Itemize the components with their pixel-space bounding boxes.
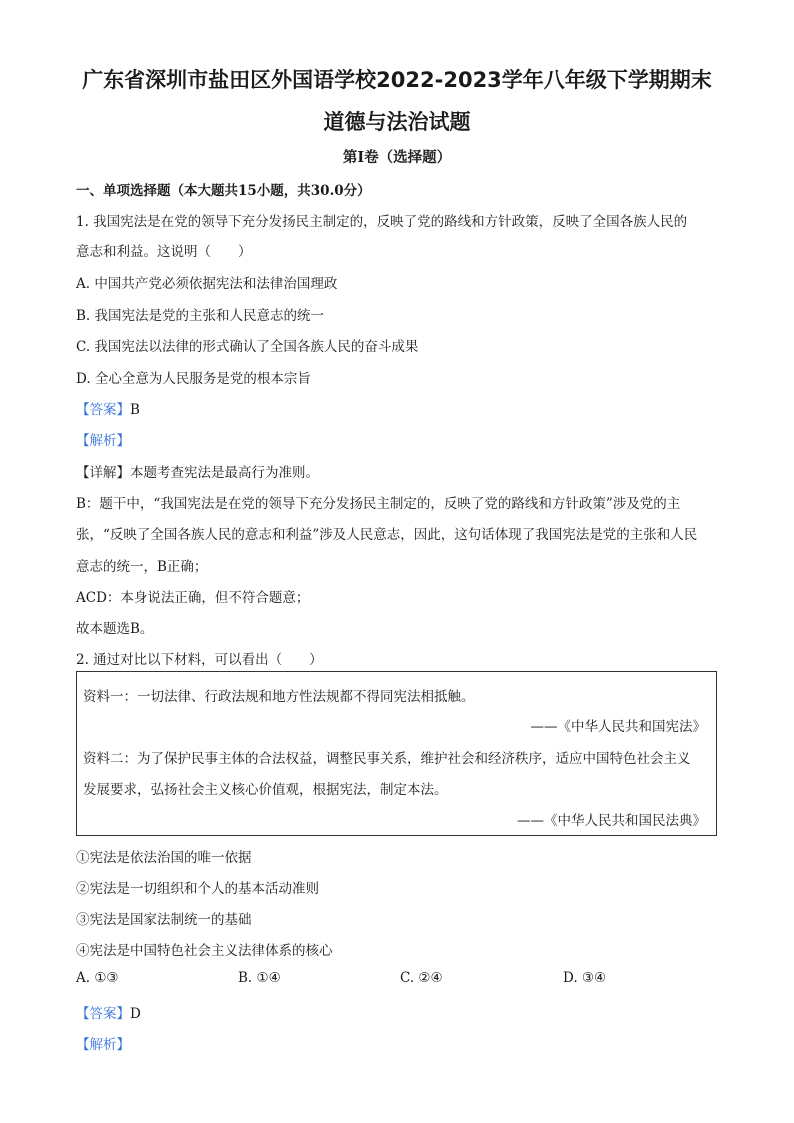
material2-line1: 资料二：为了保护民事主体的合法权益，调整民事关系，维护社会和经济秩序，适应中国特色社会主义 [83,751,691,767]
q2-choice-a: A. ①③ [76,970,119,986]
q2-analysis-tag: 【解析】 [76,1037,130,1053]
q2-stem: 2. 通过对比以下材料，可以看出（ ） [76,652,323,668]
q1-analysis-tag: 【解析】 [76,433,130,449]
q1-stem-line2: 意志和利益。这说明（ ） [76,244,252,260]
q2-statement-3: ③宪法是国家法制统一的基础 [76,912,252,928]
q1-option-d: D. 全心全意为人民服务是党的根本宗旨 [76,371,311,387]
detail-text: 本题考查宪法是最高行为准则。 [130,465,319,481]
q2-answer [76,1002,141,1022]
q2-statement-1: ①宪法是依法治国的唯一依据 [76,850,252,866]
material2-source: ——《中华人民共和国民法典》 [517,813,706,829]
q2-material-box [76,671,717,836]
answer-tag: 【答案】 [76,402,130,418]
q2-choice-b: B. ①④ [238,970,281,986]
answer-tag: 【答案】 [76,1006,130,1022]
section-heading: 一、单项选择题（本大题共15小题，共30.0分） [76,183,371,199]
q1-stem-line1: 1. 我国宪法是在党的领导下充分发扬民主制定的，反映了党的路线和方针政策，反映了全国各族人民的 [76,214,688,230]
q2-statement-2: ②宪法是一切组织和个人的基本活动准则 [76,881,319,897]
q2-statement-4: ④宪法是中国特色社会主义法律体系的核心 [76,943,333,959]
volume-heading: 第Ⅰ卷（选择题） [342,149,452,166]
q2-choice-c: C. ②④ [400,970,443,986]
material1-source: ——《中华人民共和国宪法》 [530,719,706,735]
answer-value: D [130,1006,141,1022]
q1-explain-line2: 张，“反映了全国各族人民的意志和利益”涉及人民意志，因此，这句话体现了我国宪法是党的主张和人民 [76,527,698,543]
q1-explain-line4: ACD：本身说法正确，但不符合题意； [76,590,310,606]
q1-detail [76,461,319,481]
doc-title-line2: 道德与法治试题 [323,110,471,134]
detail-tag: 【详解】 [76,465,130,481]
q1-option-a: A. 中国共产党必须依据宪法和法律治国理政 [76,276,338,292]
q1-explain-line1: B：题干中，“我国宪法是在党的领导下充分发扬民主制定的，反映了党的路线和方针政策”涉及党的主 [76,496,681,512]
doc-title-line1: 广东省深圳市盐田区外国语学校2022-2023学年八年级下学期期末 [82,68,712,92]
q1-explain-line3: 意志的统一，B正确； [76,559,208,575]
q1-option-b: B. 我国宪法是党的主张和人民意志的统一 [76,308,325,324]
q1-answer [76,398,140,418]
q1-option-c: C. 我国宪法以法律的形式确认了全国各族人民的奋斗成果 [76,339,419,355]
q1-conclusion: 故本题选B。 [76,621,154,637]
q2-choice-d: D. ③④ [563,970,607,986]
answer-value: B [130,402,140,418]
material2-line2: 发展要求，弘扬社会主义核心价值观，根据宪法，制定本法。 [83,782,448,798]
material1-text: 资料一：一切法律、行政法规和地方性法规都不得同宪法相抵触。 [83,689,475,705]
